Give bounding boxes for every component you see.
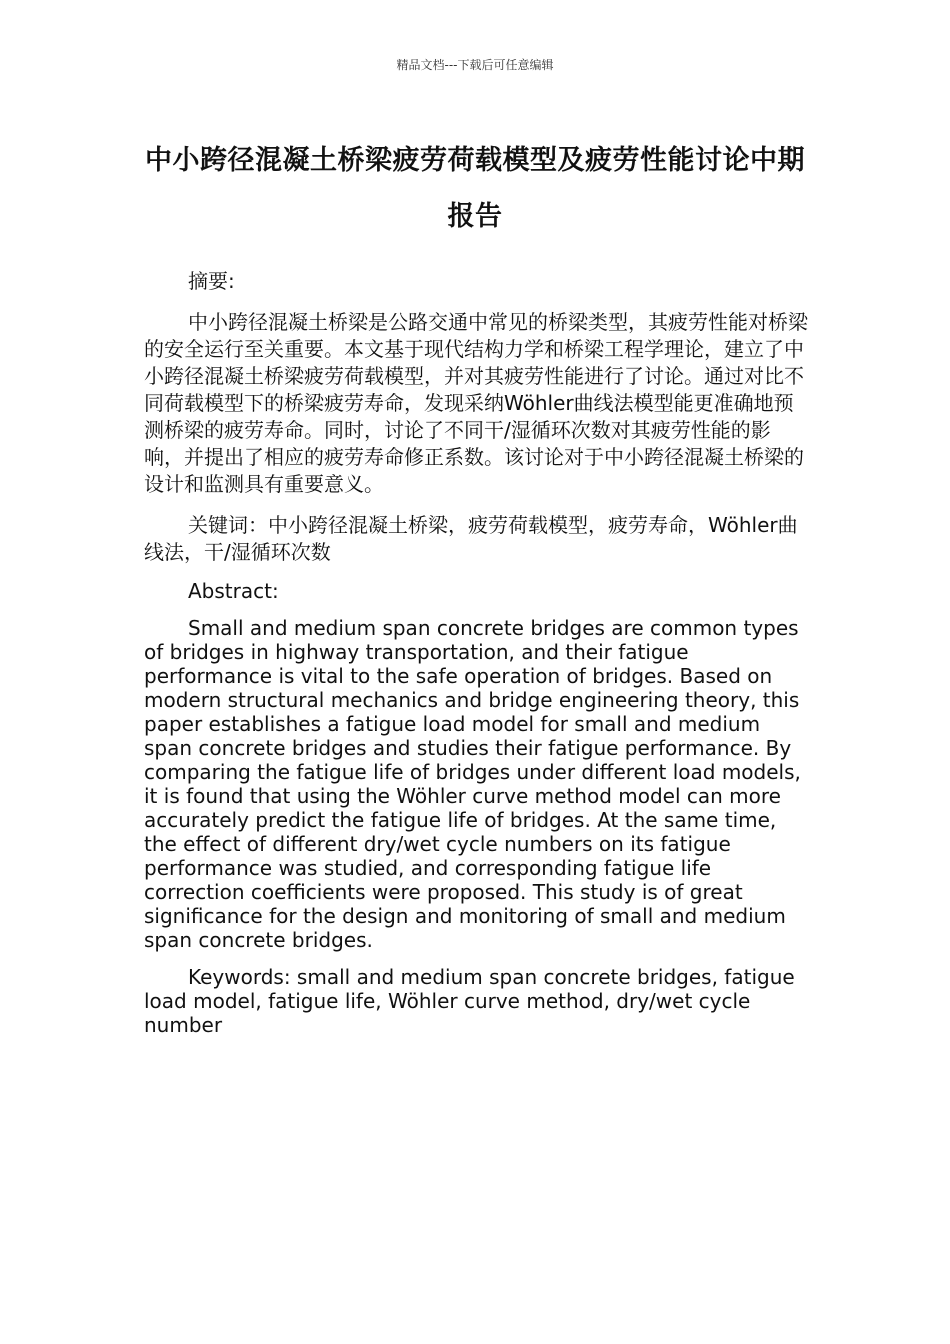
abstract-cn-body: 中小跨径混凝土桥梁是公路交通中常见的桥梁类型，其疲劳性能对桥梁的安全运行至关重要。本文基于现代结构力学和桥梁工程学理论，建立了中小跨径混凝土桥梁疲劳荷载模型，并对其疲劳性能进行了讨论。通过对比不同荷载模型下的桥梁疲劳寿命，发现采纳Wöhler曲线法模型能更准确地预测桥梁的疲劳寿命。同时，讨论了不同干/湿循环次数对其疲劳性能的影响，并提出了相应的疲劳寿命修正系数。该讨论对于中小跨径混凝土桥梁的设计和监测具有重要意义。 [144,310,808,496]
document-body [144,268,810,1037]
abstract-en-body: Small and medium span concrete bridges are common types of bridges in highway transportation, and their fatigue performance is vital to the safe operation of bridges. Based on modern structural mechanics and bridge engineering theory, this paper establishes a fatigue load model for small and medium span concrete bridges and studies their fatigue performance. By comparing the fatigue life of bridges under different load models, it is found that using the Wöhler curve method model can more accurately predict the fatigue life of bridges. At the same time, the effect of different dry/wet cycle numbers on its fatigue performance was studied, and corresponding fatigue life correction coefficients were proposed. This study is of great significance for the design and monitoring of small and medium span concrete bridges. [144,616,801,952]
abstract-en-heading: Abstract: [188,579,279,603]
abstract-cn-heading: 摘要: [188,269,235,293]
keywords-cn: 关键词：中小跨径混凝土桥梁，疲劳荷载模型，疲劳寿命，Wöhler曲线法，干/湿循环次数 [144,513,798,564]
keywords-en: Keywords: small and medium span concrete bridges, fatigue load model, fatigue life, Wöhler curve method, dry/wet cycle number [144,965,795,1037]
header-note: 精品文档---下载后可任意编辑 [396,58,554,72]
document-title: 中小跨径混凝土桥梁疲劳荷载模型及疲劳性能讨论中期报告 [145,145,805,232]
